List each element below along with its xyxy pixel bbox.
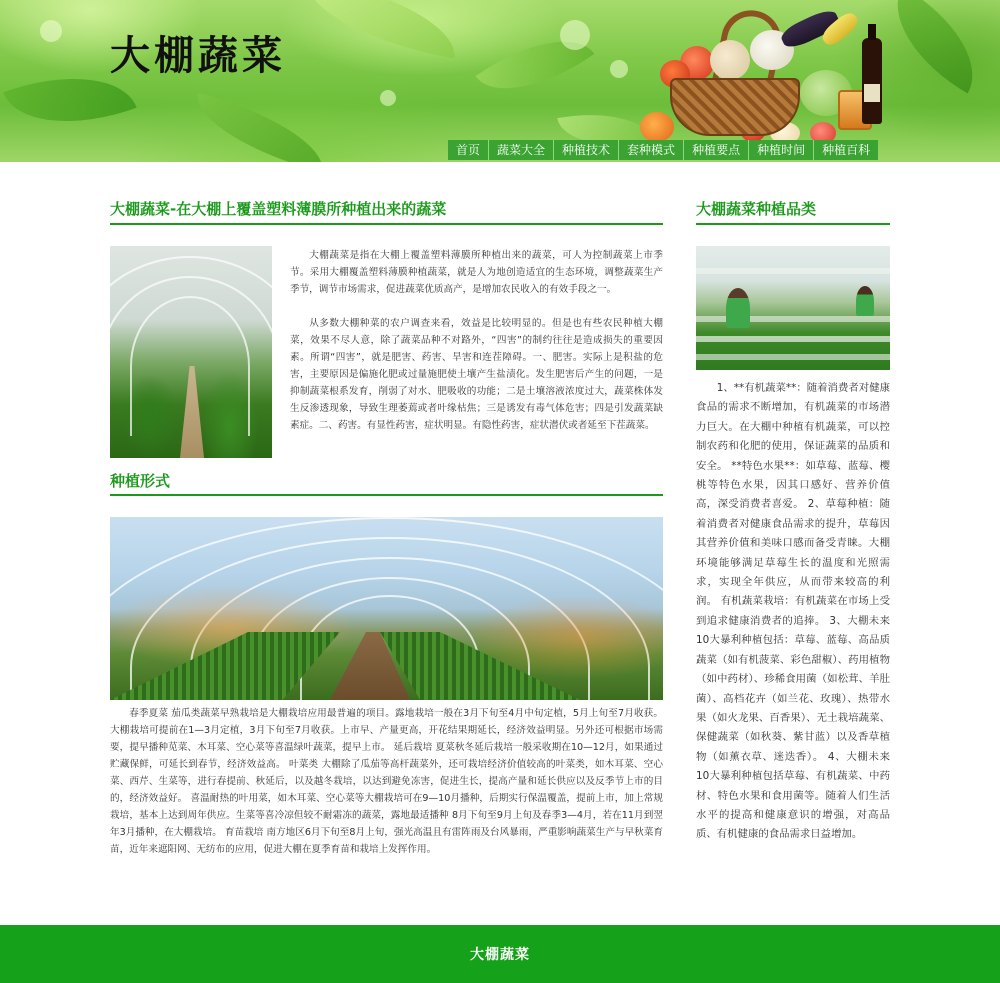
sidebar-heading: 大棚蔬菜种植品类 — [696, 200, 817, 218]
section-divider — [110, 494, 663, 496]
article-body — [290, 247, 663, 434]
header-banner — [0, 0, 1000, 162]
leaf-decoration — [872, 0, 997, 93]
site-title[interactable]: 大棚蔬菜 — [110, 33, 286, 79]
article-paragraph: 大棚蔬菜是指在大棚上覆盖塑料薄膜所种植出来的蔬菜，可人为控制蔬菜上市季节。采用大棚覆盖塑料薄膜种植蔬菜，就是人为地创造适宜的生态环境，调整蔬菜生产季节，调节市场需求，促进蔬菜优质高产，是增加农民收入的有效手段之一。 — [290, 250, 663, 295]
main-nav — [448, 140, 878, 160]
nav-item-planting-time[interactable]: 种植时间 — [749, 140, 814, 160]
nav-item-vegetables[interactable]: 蔬菜大全 — [489, 140, 554, 160]
nav-item-intercropping[interactable]: 套种模式 — [619, 140, 684, 160]
article-paragraph: 从多数大棚种菜的农户调查来看，效益是比较明显的。但是也有些农民种植大棚菜，效果不尽人意，除了蔬菜品种不对路外，“四害”的制约往往是造成损失的重要因素。所谓“四害”，就是肥害、药害、旱害和连茬障碍。一、肥害。实际上是积盐的危害，主要原因是偏施化肥或过量施肥使土壤产生盐渍化。发生肥害后产生的问题，一是抑制蔬菜根系发育，削弱了对水、肥吸收的功能；二是土壤溶液浓度过大，蔬菜株体发生反渗透现象，导致生理萎蔫或者叶缘枯焦；三是诱发有毒气体危害；四是引发蔬菜缺素症。二、药害。有显性药害，症状明显。有隐性药害，症状潜伏或者延至下茬蔬菜。 — [290, 318, 663, 431]
vegetable-basket-image — [640, 0, 890, 145]
nav-item-encyclopedia[interactable]: 种植百科 — [822, 143, 871, 157]
section-heading: 种植形式 — [110, 472, 171, 490]
nav-item-key-points[interactable]: 种植要点 — [684, 140, 749, 160]
nav-item-home[interactable]: 首页 — [448, 140, 489, 160]
bokeh-light — [610, 60, 628, 78]
greenhouse-tunnel-photo — [110, 517, 663, 700]
bokeh-light — [40, 20, 62, 42]
section-paragraph: 春季夏菜 茄瓜类蔬菜早熟栽培是大棚栽培应用最普遍的项目。露地栽培一般在3月下旬至4月中旬定植，5月上旬至7月收获。大棚栽培可提前在1—3月定植，3月下旬至7月收获。上市早、产量更高，开花结果期延长，经济效益明显。另外还可根据市场需要，提早播种苋菜、木耳菜、空心菜等喜温绿叶蔬菜，提早上市。 延后栽培 夏菜秋冬延后栽培一般采收期在10—12月，如果通过贮藏保鲜，可延长到春节，经济效益高。 叶菜类 大棚除了瓜茄等高杆蔬菜外，还可栽培经济价值较高的叶菜类，如木耳菜、空心菜、西芹、生菜等，进行春提前、秋延后，以及越冬栽培，以达到避免冻害，促进生长，提高产量和延长供应以及反季节上市的目的，经济效益好。 喜温耐热的叶用菜，如木耳菜、空心菜等大棚栽培可在9—10月播种，后期实行保温覆盖，提前上市，加上常规栽培，基本上达到周年供应。生菜等喜冷凉但较不耐霜冻的蔬菜，露地最适播种 8月下旬至9月上旬及春季3—4月，若在11月到翌年3月播种，在大棚栽培。 育苗栽培 南方地区6月下旬至8月上旬，强光高温且有雷阵雨及台风暴雨，严重影响蔬菜生产与早秋菜育苗，近年来遮阳网、无纺布的应用，促进大棚在夏季育苗和栽培上发挥作用。 — [110, 708, 663, 855]
greenhouse-tomato-photo — [110, 246, 272, 458]
article-heading: 大棚蔬菜-在大棚上覆盖塑料薄膜所种植出来的蔬菜 — [110, 200, 447, 218]
section-body — [110, 705, 663, 858]
footer-text: 大棚蔬菜 — [470, 947, 530, 963]
bokeh-light — [380, 90, 396, 106]
sidebar-paragraph: 1、**有机蔬菜**：随着消费者对健康食品的需求不断增加，有机蔬菜的市场潜力巨大。在大棚中种植有机蔬菜，可以控制农药和化肥的使用，保证蔬菜的品质和安全。 **特色水果**：如草莓、蓝莓、樱桃等特色水果，因其口感好、营养价值高，深受消费者喜爱。 2、草莓种植：随着消费者对健康食品需求的提升，草莓因其营养价值和美味口感而备受青睐。大棚环境能够满足草莓生长的温度和光照需求，实现全年供应，从而带来较高的利润。 有机蔬菜栽培：有机蔬菜在市场上受到追求健康消费者的追捧。 3、大棚未来10大暴利种植包括：草莓、蓝莓、高品质蔬菜（如有机菠菜、彩色甜椒）、药用植物（如中药材）、珍稀食用菌（如松茸、羊肚菌）、高档花卉（如兰花、玫瑰）、热带水果（如火龙果、百香果）、无土栽培蔬菜、保健蔬菜（如秋葵、紫甘蓝）以及香草植物（如薰衣草、迷迭香）。 4、大棚未来10大暴利种植包括草莓、有机蔬菜、中药材、特色水果和食用菌等。随着人们生活水平的提高和健康意识的增强，对高品质、有机健康的食品需求日益增加。 — [696, 382, 890, 841]
footer — [0, 925, 1000, 983]
heading-divider — [110, 223, 663, 225]
leaf-decoration — [296, 0, 463, 58]
sidebar-divider — [696, 223, 890, 225]
greenhouse-workers-photo — [696, 246, 890, 370]
sidebar-text — [696, 379, 890, 845]
nav-item-techniques[interactable]: 种植技术 — [554, 140, 619, 160]
leaf-decoration — [187, 93, 334, 162]
bokeh-light — [560, 20, 590, 50]
